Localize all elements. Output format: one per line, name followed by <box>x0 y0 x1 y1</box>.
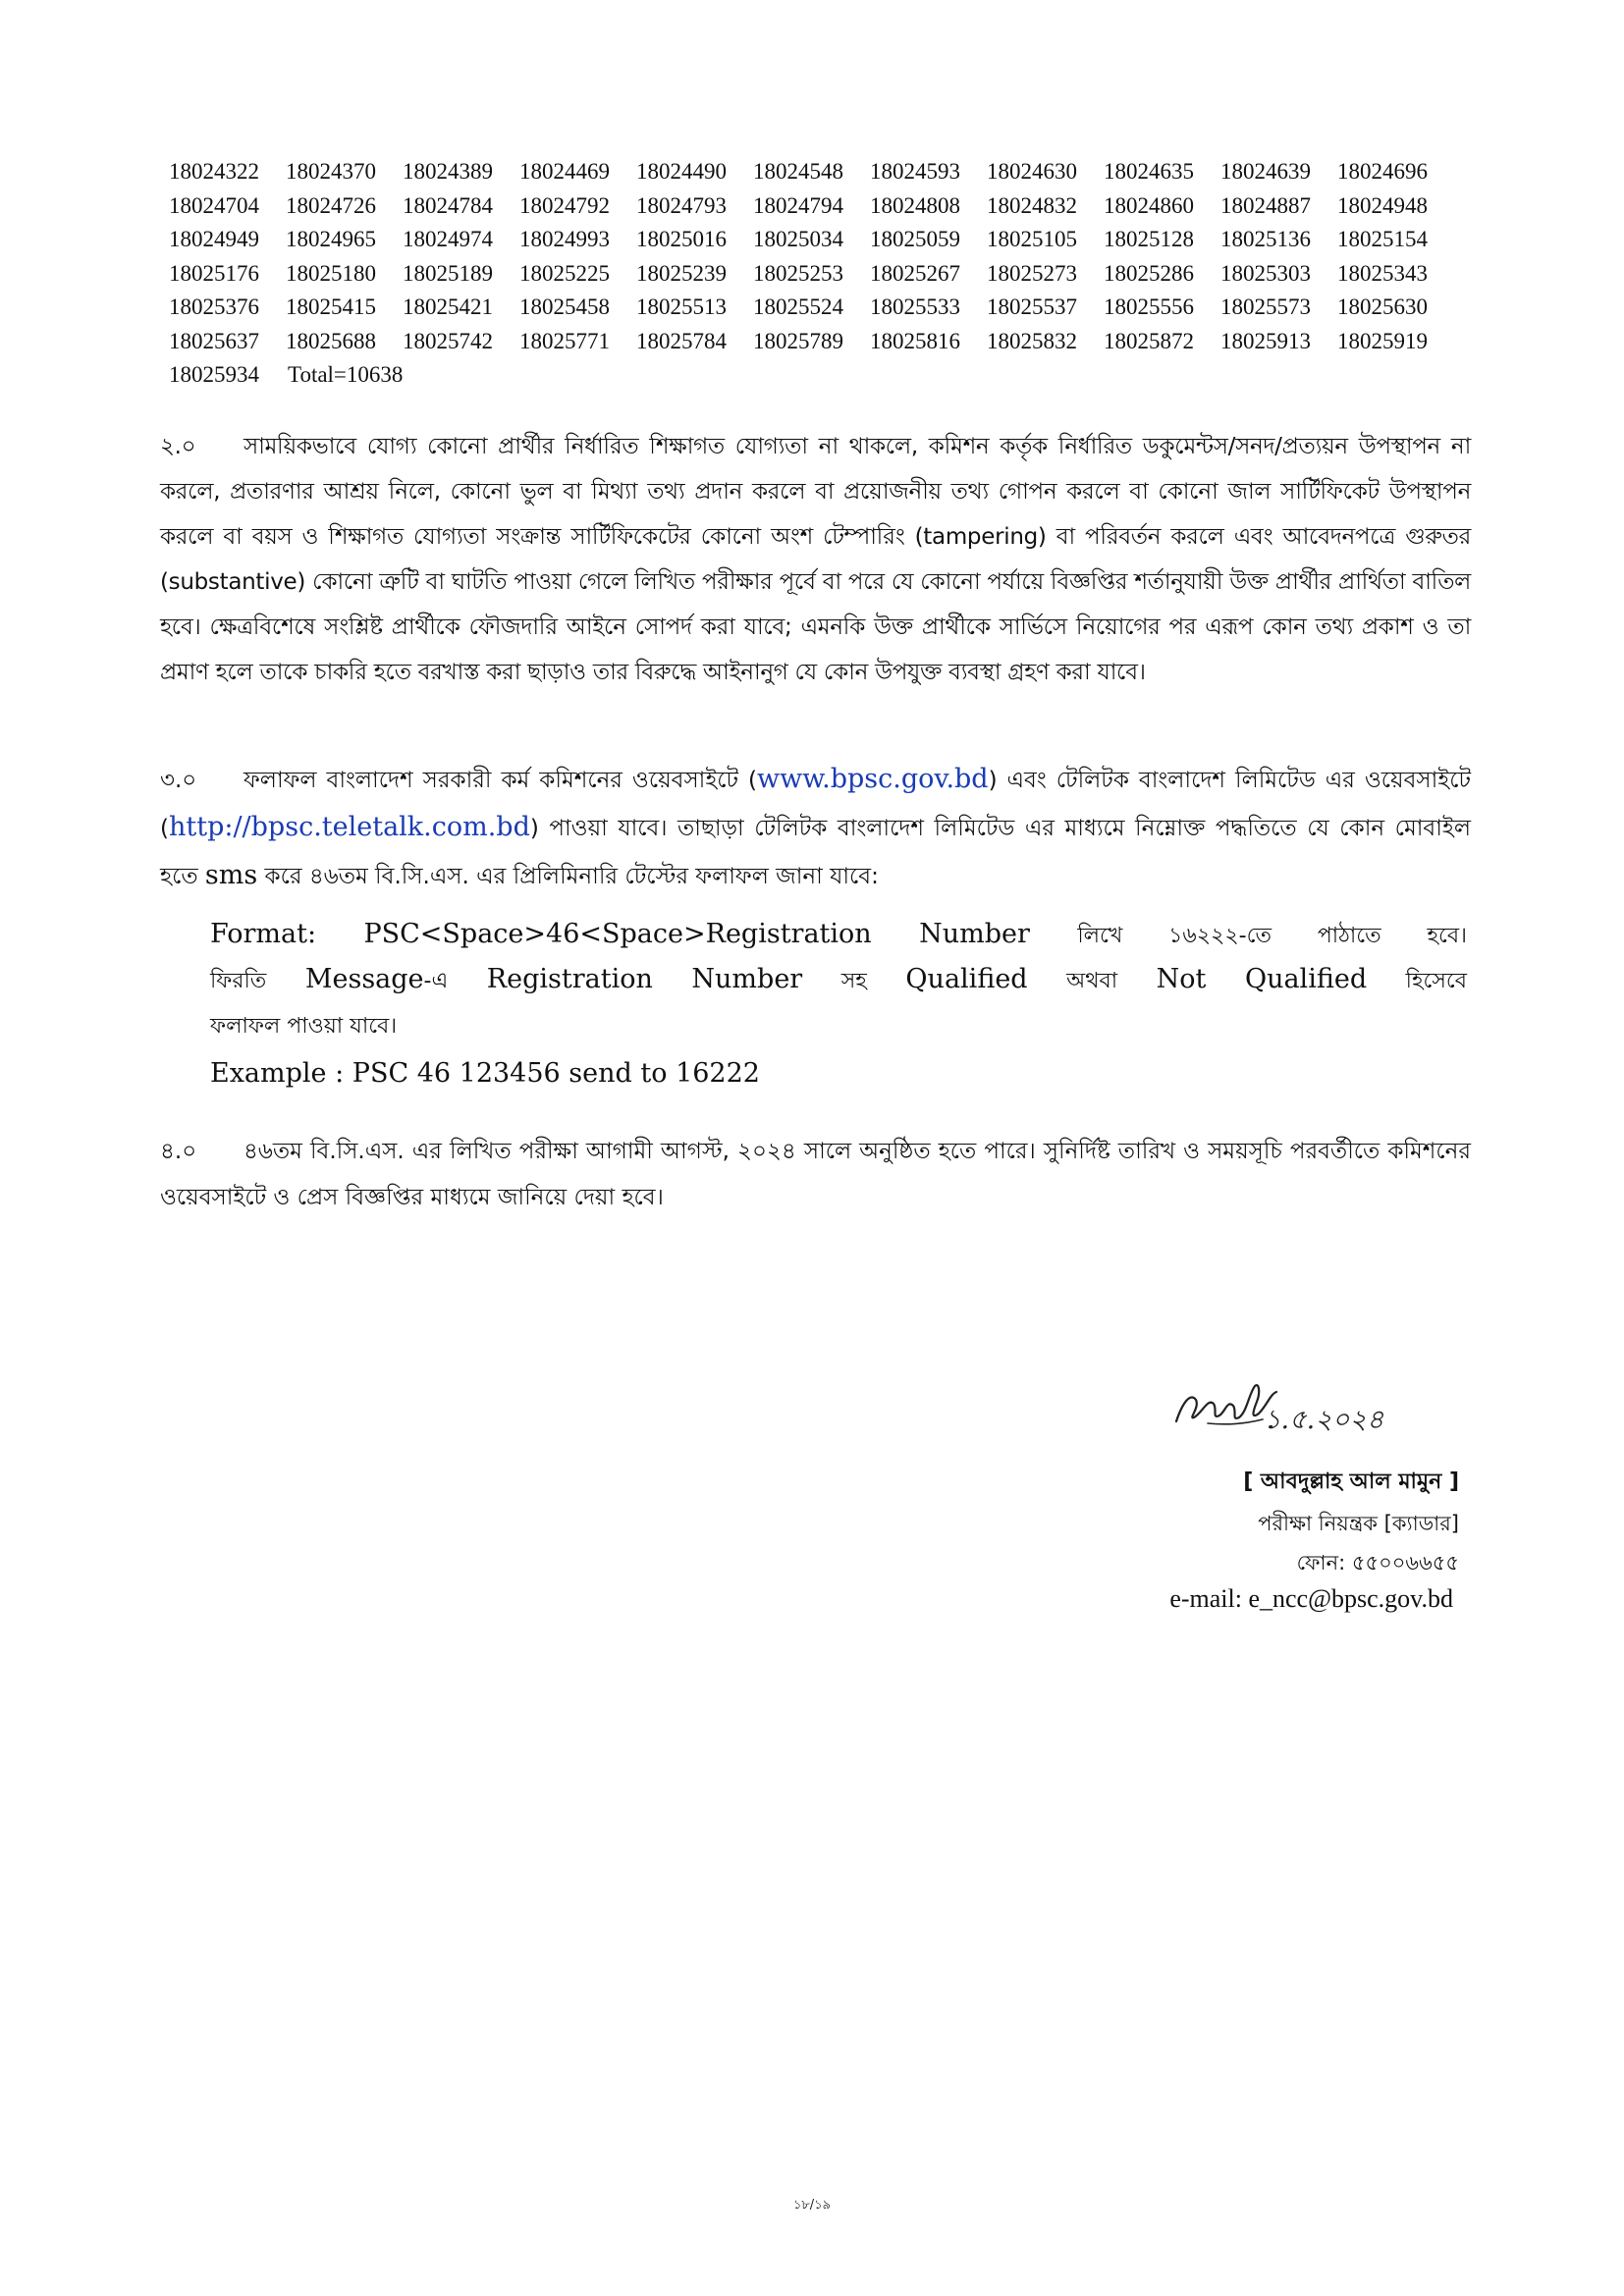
paragraph-number: ৩.০ <box>160 768 197 793</box>
signature-date: ১.৫.২০২৪ <box>1264 1405 1384 1435</box>
roll-number: 18025034 <box>753 227 843 251</box>
roll-number: 18025415 <box>286 294 376 319</box>
paragraph-text: ) পাওয়া যাবে। তাছাড়া টেলিটক বাংলাদেশ লিমিটেড এর মাধ্যমে নিম্নোক্ত পদ্ধতিতে যে কোন মোবাইল হতে <box>160 816 1471 889</box>
format-text: লিখে ১৬২২২-তে পাঠাতে হবে। <box>1077 924 1467 948</box>
roll-number: 18024793 <box>636 192 727 218</box>
roll-number: 18024832 <box>987 192 1077 218</box>
roll-number: 18024794 <box>753 192 843 218</box>
format-text: Not Qualified <box>1156 964 1368 994</box>
roll-number: 18024635 <box>1104 159 1194 184</box>
paragraph-text: ফলাফল বাংলাদেশ সরকারী কর্ম কমিশনের ওয়েবসাইটে ( <box>244 768 758 793</box>
roll-number: 18025872 <box>1104 328 1194 353</box>
roll-number: 18024593 <box>870 159 960 184</box>
roll-number: 18025458 <box>519 294 610 319</box>
roll-number: 18025513 <box>636 294 727 319</box>
format-text: Qualified <box>905 964 1028 994</box>
roll-number: 18025180 <box>286 260 376 286</box>
paragraph-text: ) এবং টেলিটক বাংলাদেশ লিমিটেড এর ওয়েবসাইটে ( <box>160 768 1471 841</box>
roll-number: 18025189 <box>403 260 493 286</box>
roll-number: 18025637 <box>169 328 259 353</box>
roll-number: 18025537 <box>987 294 1077 319</box>
roll-number: 18025267 <box>870 260 960 286</box>
format-text: Registration Number <box>486 964 803 994</box>
roll-number: 18024322 <box>169 159 259 184</box>
format-text: -এ <box>423 969 449 993</box>
roll-number: 18025154 <box>1337 227 1428 251</box>
roll-number: 18024548 <box>753 159 843 184</box>
roll-number: 18025742 <box>403 328 493 353</box>
roll-number: 18025913 <box>1220 328 1311 353</box>
signature-block <box>1080 1374 1473 1629</box>
roll-number: 18024965 <box>286 227 376 251</box>
teletalk-website-link[interactable]: http://bpsc.teletalk.com.bd <box>168 812 530 842</box>
paragraph-2-disqualification <box>160 424 1471 695</box>
roll-number: 18024949 <box>169 227 259 251</box>
format-text: Format: PSC<Space>46<Space>Registration Number <box>210 919 1030 949</box>
paragraph-number: ২.০ <box>160 434 196 459</box>
roll-number: 18024389 <box>403 159 493 184</box>
roll-number: 18025421 <box>403 294 493 319</box>
roll-number: 18025176 <box>169 260 259 286</box>
roll-number: 18025273 <box>987 260 1077 286</box>
roll-number: 18025286 <box>1104 260 1194 286</box>
roll-number-list <box>169 155 1465 393</box>
roll-number: 18025343 <box>1337 260 1428 286</box>
roll-number: 18025253 <box>753 260 843 286</box>
roll-number: 18024887 <box>1220 192 1311 218</box>
format-line <box>210 1003 1467 1048</box>
roll-number: 18024490 <box>636 159 727 184</box>
format-text: হিসেবে <box>1405 969 1467 993</box>
roll-number: 18024726 <box>286 192 376 218</box>
roll-row <box>169 291 1465 325</box>
roll-row <box>169 155 1465 189</box>
signer-title: পরীক্ষা নিয়ন্ত্রক [ক্যাডার] <box>1258 1512 1459 1535</box>
roll-number: 18025105 <box>987 227 1077 251</box>
roll-row <box>169 257 1465 292</box>
format-text: ফলাফল পাওয়া যাবে। <box>210 1014 398 1039</box>
roll-row <box>169 189 1465 224</box>
roll-row <box>169 325 1465 359</box>
roll-number: 18025376 <box>169 294 259 319</box>
paragraph-3-results-info <box>160 756 1471 900</box>
paragraph-text: ৪৬তম বি.সি.এস. এর লিখিত পরীক্ষা আগামী আগস্ট, ২০২৪ সালে অনুষ্ঠিত হতে পারে। সুনির্দিষ্ট তারিখ ও সময়সূচি পরবর্তীতে কমিশনের ওয়েবসাইটে ও প্রেস বিজ্ঞপ্তির মাধ্যমে জানিয়ে দেয়া হবে। <box>160 1139 1471 1210</box>
roll-number: 18024948 <box>1337 192 1428 218</box>
roll-number: 18025225 <box>519 260 610 286</box>
roll-number: 18025832 <box>987 328 1077 353</box>
sms-word: sms <box>204 860 258 890</box>
roll-row <box>169 358 1465 393</box>
roll-number: 18024469 <box>519 159 610 184</box>
signer-name: [ আবদুল্লাহ আল মামুন ] <box>1243 1469 1459 1494</box>
roll-number: 18025128 <box>1104 227 1194 251</box>
paragraph-text: করে ৪৬তম বি.সি.এস. এর প্রিলিমিনারি টেস্টের ফলাফল জানা যাবে: <box>257 864 879 889</box>
roll-number: 18025919 <box>1337 328 1428 353</box>
paragraph-text: সাময়িকভাবে যোগ্য কোনো প্রার্থীর নির্ধারিত শিক্ষাগত যোগ্যতা না থাকলে, কমিশন কর্তৃক নির্ধারিত ডকুমেন্টস/সনদ/প্রত্যয়ন উপস্থাপন না করলে, প্রতারণার আশ্রয় নিলে, কোনো ভুল বা মিথ্যা তথ্য প্রদান করলে বা প্রয়োজনীয় তথ্য গোপন করলে বা কোনো জাল সার্টিফিকেট উপস্থাপন করলে বা বয়স ও শিক্ষাগত যোগ্যতা সংক্রান্ত সার্টিফিকেটের কোনো অংশ টেম্পারিং (tampering) বা পরিবর্তন করলে এবং আবেদনপত্রে গুরুতর (substantive) কোনো ত্রুটি বা ঘাটতি পাওয়া গেলে লিখিত পরীক্ষার পূর্বে বা পরে যে কোনো পর্যায়ে বিজ্ঞপ্তির শর্তানুযায়ী উক্ত প্রার্থীর প্রার্থিতা বাতিল হবে। ক্ষেত্রবিশেষে সংশ্লিষ্ট প্রার্থীকে ফৌজদারি আইনে সোপর্দ করা যাবে; এমনকি উক্ত প্রার্থীকে সার্ভিসে নিয়োগের পর এরূপ কোন তথ্য প্রকাশ ও তা প্রমাণ হলে তাকে চাকরি হতে বরখাস্ত করা ছাড়াও তার বিরুদ্ধে আইনানুগ যে কোন উপযুক্ত ব্যবস্থা গ্রহণ করা যাবে। <box>160 434 1471 685</box>
paragraph-4-written-exam <box>160 1129 1471 1221</box>
roll-number: 18025303 <box>1220 260 1311 286</box>
format-line <box>210 958 1467 1003</box>
roll-number: 18025059 <box>870 227 960 251</box>
roll-number: 18025239 <box>636 260 727 286</box>
roll-number: 18025524 <box>753 294 843 319</box>
roll-number: 18024370 <box>286 159 376 184</box>
roll-number: 18025016 <box>636 227 727 251</box>
roll-number: 18024704 <box>169 192 259 218</box>
paragraph-number: ৪.০ <box>160 1139 197 1164</box>
format-text: সহ <box>840 969 867 993</box>
total-count: Total=10638 <box>288 362 404 387</box>
format-text: Message <box>304 964 424 994</box>
signer-phone: ফোন: ৫৫০০৬৬৫৫ <box>1296 1551 1459 1575</box>
roll-number: 18025136 <box>1220 227 1311 251</box>
roll-number: 18024974 <box>403 227 493 251</box>
roll-number: 18024860 <box>1104 192 1194 218</box>
roll-number: 18024792 <box>519 192 610 218</box>
roll-number: 18024630 <box>987 159 1077 184</box>
page-number: ১৮/১৯ <box>792 2198 832 2213</box>
roll-number: 18024993 <box>519 227 610 251</box>
roll-number: 18024784 <box>403 192 493 218</box>
roll-number: 18024808 <box>870 192 960 218</box>
roll-number: 18025688 <box>286 328 376 353</box>
signer-email[interactable]: e-mail: e_ncc@bpsc.gov.bd <box>1169 1584 1453 1613</box>
roll-number: 18024696 <box>1337 159 1428 184</box>
roll-number: 18025573 <box>1220 294 1311 319</box>
roll-number: 18025789 <box>753 328 843 353</box>
sms-example: Example : PSC 46 123456 send to 16222 <box>210 1058 760 1089</box>
roll-number: 18024639 <box>1220 159 1311 184</box>
format-line <box>210 913 1467 958</box>
roll-number: 18025533 <box>870 294 960 319</box>
format-text: অথবা <box>1066 969 1118 993</box>
roll-number: 18025934 <box>169 362 259 387</box>
roll-number: 18025784 <box>636 328 727 353</box>
roll-number: 18025816 <box>870 328 960 353</box>
roll-number: 18025630 <box>1337 294 1428 319</box>
roll-number: 18025771 <box>519 328 610 353</box>
roll-row <box>169 223 1465 257</box>
sms-format-block <box>210 913 1467 1097</box>
roll-number: 18025556 <box>1104 294 1194 319</box>
bpsc-website-link[interactable]: www.bpsc.gov.bd <box>757 764 989 794</box>
format-text: ফিরতি <box>210 969 267 993</box>
